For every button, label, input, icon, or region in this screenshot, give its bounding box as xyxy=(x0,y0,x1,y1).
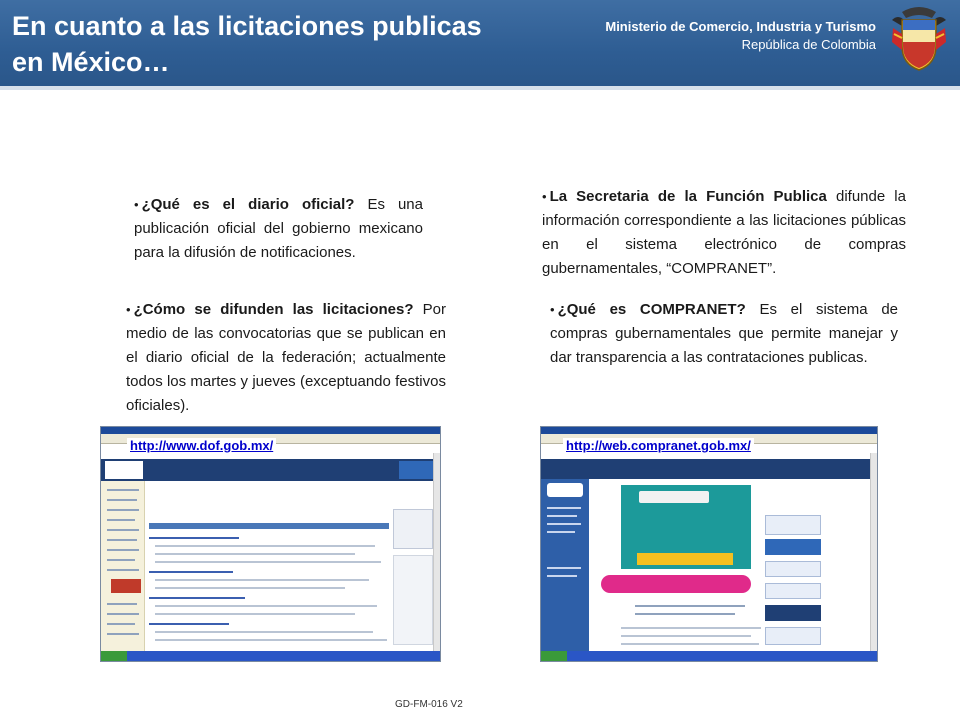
decorative-rule xyxy=(635,605,745,607)
ministry-name: Ministerio de Comercio, Industria y Turismo xyxy=(605,19,876,34)
question-diario-oficial-heading: ¿Qué es el diario oficial? xyxy=(141,196,355,213)
country-name: República de Colombia xyxy=(741,37,876,52)
decorative-rule xyxy=(155,639,387,641)
bullet-icon: • xyxy=(126,302,131,317)
decorative-rule xyxy=(547,515,577,517)
decorative-rule xyxy=(107,489,139,491)
question-difusion-licitaciones xyxy=(126,298,446,418)
compranet-website-screenshot xyxy=(540,426,878,662)
decorative-link-line xyxy=(149,623,229,625)
compranet-logo-ribbon xyxy=(601,575,751,593)
decorative-link-line xyxy=(149,571,233,573)
decorative-rule xyxy=(107,509,139,511)
dof-calendar xyxy=(393,509,433,549)
dof-right-ad xyxy=(393,555,433,645)
question-diario-oficial xyxy=(134,193,423,265)
browser-titlebar xyxy=(541,427,877,434)
document-code: GD-FM-016 V2 xyxy=(395,699,463,710)
decorative-rule xyxy=(107,539,137,541)
decorative-link-line xyxy=(149,597,245,599)
compranet-right-banner xyxy=(765,627,821,645)
decorative-rule xyxy=(547,567,581,569)
dof-banner xyxy=(101,459,441,481)
dof-left-nav xyxy=(101,481,145,653)
browser-scrollbar[interactable] xyxy=(870,453,877,651)
decorative-rule xyxy=(107,623,135,625)
start-button[interactable] xyxy=(541,651,567,661)
decorative-rule xyxy=(155,579,369,581)
question-compranet xyxy=(550,298,898,370)
decorative-rule xyxy=(107,633,139,635)
browser-titlebar xyxy=(101,427,440,434)
decorative-rule xyxy=(547,575,577,577)
paragraph-funcion-publica-heading: La Secretaria de la Función Publica xyxy=(549,188,827,205)
decorative-rule xyxy=(155,631,373,633)
question-diario-oficial-answer: Es una publicación oficial del gobierno mexicano para la difusión de notificaciones. xyxy=(134,196,423,261)
compranet-logo-badge xyxy=(547,483,583,497)
slide-title-line2: en México… xyxy=(12,47,170,77)
decorative-rule xyxy=(107,499,137,501)
question-difusion-answer: Por medio de las convocatorias que se publican en el diario oficial de la federación; actualmente todos los martes y jueves (exceptuando festivos oficiales). xyxy=(126,301,447,414)
ministry-caption xyxy=(605,18,876,54)
compranet-right-banner xyxy=(765,605,821,621)
paragraph-funcion-publica-text: difunde la información correspondiente a las licitaciones públicas en el sistema electrónico de compras gubernamentales, “COMPRANET”. xyxy=(542,188,906,277)
start-button[interactable] xyxy=(101,651,127,661)
dof-website-screenshot xyxy=(100,426,441,662)
compranet-banner xyxy=(541,459,878,479)
dof-left-nav-highlight xyxy=(111,579,141,593)
decorative-rule xyxy=(635,613,735,615)
paragraph-funcion-publica xyxy=(542,185,906,281)
decorative-rule xyxy=(107,559,135,561)
compranet-right-banner xyxy=(765,583,821,599)
slide-title-line1: En cuanto a las licitaciones publicas xyxy=(12,11,482,41)
slide-title xyxy=(12,8,532,80)
compranet-hero-heading xyxy=(639,491,709,503)
compranet-right-banner xyxy=(765,539,821,555)
decorative-rule xyxy=(155,545,375,547)
header-underline xyxy=(0,86,960,90)
decorative-rule xyxy=(547,531,575,533)
question-compranet-answer: Es el sistema de compras gubernamentales que permite manejar y dar transparencia a las contrataciones publicas. xyxy=(550,301,899,366)
decorative-link-line xyxy=(149,537,239,539)
decorative-rule xyxy=(155,605,377,607)
dof-url-link[interactable]: http://www.dof.gob.mx/ xyxy=(127,438,276,453)
bullet-icon: • xyxy=(134,197,139,212)
bullet-icon: • xyxy=(550,302,555,317)
decorative-rule xyxy=(547,523,581,525)
question-compranet-heading: ¿Qué es COMPRANET? xyxy=(557,301,746,318)
compranet-right-banner xyxy=(765,515,821,535)
decorative-rule xyxy=(155,613,355,615)
decorative-rule xyxy=(107,549,139,551)
decorative-rule xyxy=(107,519,135,521)
decorative-rule xyxy=(107,569,139,571)
question-difusion-heading: ¿Cómo se difunden las licitaciones? xyxy=(133,301,414,318)
decorative-rule xyxy=(155,561,381,563)
decorative-rule xyxy=(621,643,759,645)
browser-scrollbar[interactable] xyxy=(433,453,440,651)
dof-section-header xyxy=(149,523,389,529)
decorative-rule xyxy=(621,635,751,637)
decorative-rule xyxy=(107,603,137,605)
decorative-rule xyxy=(547,507,581,509)
compranet-right-banner xyxy=(765,561,821,577)
compranet-url-link[interactable]: http://web.compranet.gob.mx/ xyxy=(563,438,754,453)
dof-mexico-badge xyxy=(399,461,433,479)
dof-logo-block xyxy=(105,461,143,479)
decorative-rule xyxy=(621,627,761,629)
colombia-coat-of-arms-icon xyxy=(888,4,950,72)
decorative-rule xyxy=(155,587,345,589)
decorative-rule xyxy=(155,553,355,555)
bullet-icon: • xyxy=(542,189,547,204)
windows-taskbar xyxy=(101,651,440,661)
compranet-left-nav xyxy=(541,479,589,653)
decorative-rule xyxy=(107,529,139,531)
windows-taskbar xyxy=(541,651,877,661)
compranet-yellow-callout xyxy=(637,553,733,565)
decorative-rule xyxy=(107,613,139,615)
